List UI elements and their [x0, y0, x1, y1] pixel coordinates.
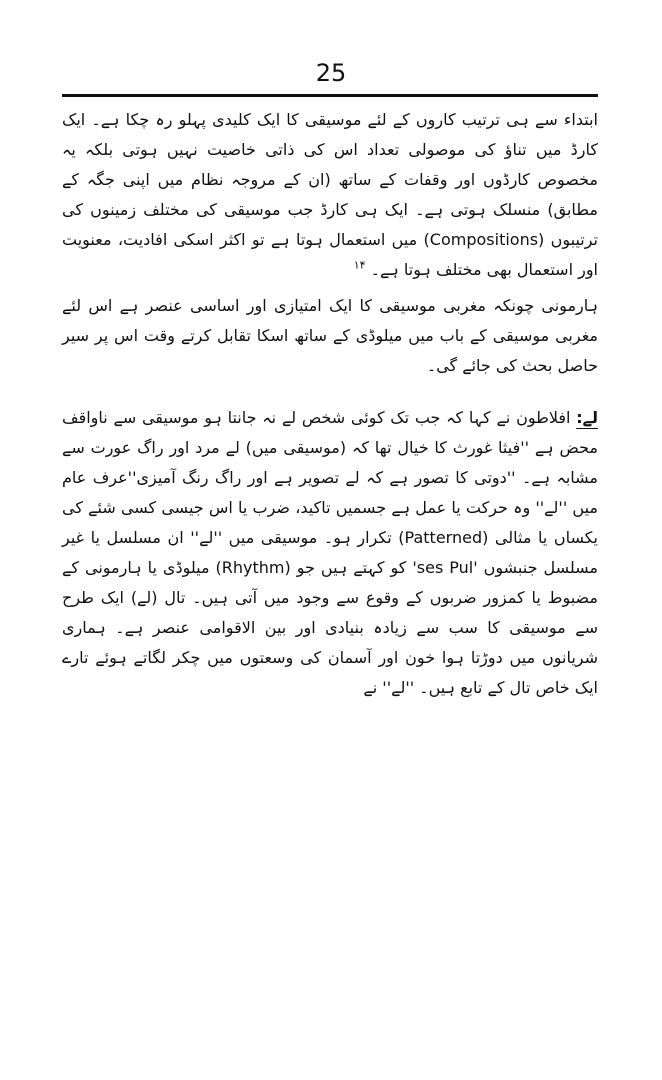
page-number: 25	[315, 59, 347, 87]
paragraph-2-text: ہارمونی چونکہ مغربی موسیقی کا ایک امتیازی اور اساسی عنصر ہے اس لئے مغربی موسیقی کے باب میں میلوڈی کے ساتھ اسکا تقابل کرتے وقت اس پر سیر حاصل بحث کی جائے گی۔	[62, 296, 598, 375]
paragraph-2	[62, 291, 598, 381]
document-body	[62, 105, 598, 709]
footnote-reference: ۱۴	[353, 258, 366, 272]
paragraph-1-text-after: میں استعمال ہوتا ہے تو اکثر اسکی افادیت، معنویت اور استعمال بھی مختلف ہوتا ہے۔	[62, 230, 598, 279]
paragraph-3-text-c: میلوڈی یا ہارمونی کے مضبوط یا کمزور ضربوں کے وقوع سے وجود میں آتی ہیں۔ تال (لے) ایک طرح سے موسیقی کا سب سے زیادہ بنیادی اور بین الاقوامی عنصر ہے۔ ہماری شریانوں میں دوڑتا ہوا خون اور آسمان کی وسعتوں میں چکر لگاتے ہوئے تارے ایک خاص تال کے تابع ہیں۔ ''لے'' نے	[62, 558, 598, 697]
section-marker-lay: لے:	[576, 408, 599, 427]
paragraph-3	[62, 403, 598, 703]
term-patterned: (Patterned)	[398, 528, 489, 547]
paragraph-3-text-a: افلاطون نے کہا کہ جب تک کوئی شخص لے نہ جانتا ہو موسیقی سے ناواقف محض ہے ''فیثا غورث کا خیال تھا کہ (موسیقی میں) لے مرد اور راگ عورت سے مشابہ ہے۔ ''دوتی کا تصور ہے کہ لے تصویر ہے اور راگ رنگ آمیزی''عرف عام میں ''لے'' وہ حرکت یا عمل ہے جسمیں تاکید، ضرب یا اس جیسی کسی شئے کی یکساں یا مثالی	[62, 408, 599, 547]
header-rule	[62, 94, 598, 97]
term-compositions: (Compositions)	[423, 230, 545, 249]
paragraph-1	[62, 105, 598, 285]
paragraph-3-text-b: تکرار ہو۔ موسیقی میں ''لے'' ان مسلسل یا غیر مسلسل جنبشوں 'ses Pul' کو کہتے ہیں جو	[62, 528, 598, 577]
term-rhythm: (Rhythm)	[215, 558, 291, 577]
paragraph-1-text: ابتداء سے ہی ترتیب کاروں کے لئے موسیقی کا ایک کلیدی پہلو رہ چکا ہے۔ ایک کارڈ میں تناؤ کی موصولی تعداد اس کی ذاتی خاصیت نہیں ہوتی بلکہ یہ مخصوص کارڈوں اور وقفات کے ساتھ (ان کے مروجہ نظام میں اپنی جگہ کے مطابق) منسلک ہوتی ہے۔ ایک ہی کارڈ جب موسیقی کی مختلف زمینوں کی ترتیبوں	[62, 110, 598, 249]
